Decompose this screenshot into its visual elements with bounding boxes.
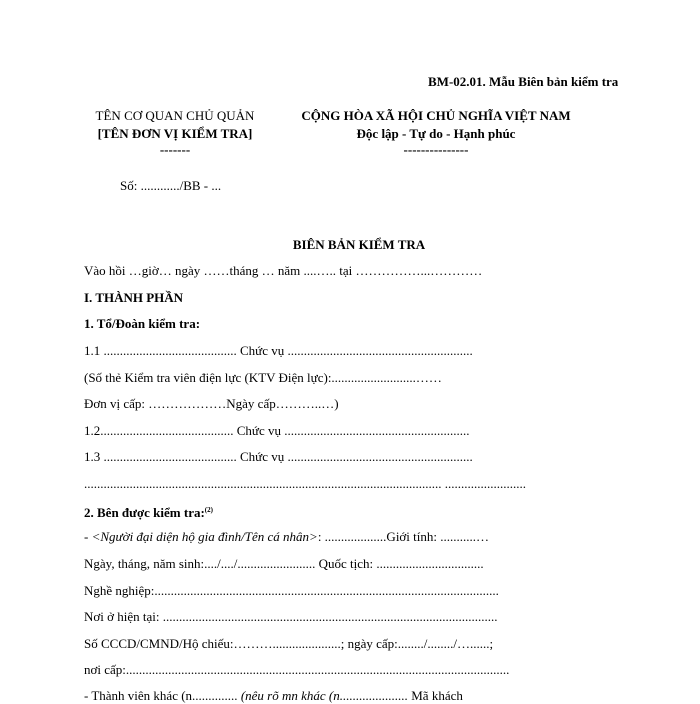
nation-rule: --------------- [403,142,469,157]
nation-motto: Độc lập - Tự do - Hạnh phúc [356,126,516,141]
document-number: Số: ............/BB - ... [120,178,222,193]
document-title: BIÊN BẢN KIỂM TRA [292,237,426,252]
intro-line: Vào hồi …giờ… ngày ……tháng … năm ....….. tại ……………...………… [84,263,483,278]
occupation-line: Nghề nghiệp:.......................................................................................................... [84,583,499,598]
rep-prefix: - [84,529,92,544]
other-members-line [84,688,463,704]
nation-title: CỘNG HÒA XÃ HỘI CHỦ NGHĨA VIỆT NAM [301,108,571,123]
representative-line [84,529,489,545]
inspection-team-heading: 1. Tổ/Đoàn kiểm tra: [84,316,201,331]
member-1-3: 1.3 ......................................... Chức vụ ......................................................... [84,449,473,464]
issuer-line: Đơn vị cấp: ………………Ngày cấp………..…) [84,396,339,411]
inspection-unit: [TÊN ĐƠN VỊ KIỂM TRA] [97,126,253,141]
dob-line: Ngày, tháng, năm sinh:..../..../........................ Quốc tịch: ................................. [84,556,484,571]
agency-name: TÊN CƠ QUAN CHỦ QUẢN [95,108,255,123]
other-prefix: - Thành viên khác (n.............. [84,688,238,703]
other-italic: (nêu rõ mn khác (n..................... [240,688,408,703]
id-line: Số CCCD/CMND/Hộ chiếu:……….....................; ngày cấp:......../......../…......; [84,636,494,651]
address-line: Nơi ở hiện tại: ....................................................................................................... [84,609,498,624]
ktv-card-line: (Số thẻ Kiểm tra viên điện lực (KTV Điện lực):..........................…… [84,370,442,385]
footnote-marker: (2) [204,506,213,514]
agency-rule: ------- [159,142,191,157]
other-rest: Mã khách [411,688,463,703]
issued-place-line: nơi cấp:...................................................................................................................... [84,662,510,677]
rep-placeholder: <Người đại diện hộ gia đình/Tên cá nhân> [91,529,318,544]
inspected-party-label: 2. Bên được kiểm tra: [84,505,205,520]
inspected-party-heading [84,502,213,521]
section-heading: I. THÀNH PHẦN [84,290,184,305]
member-1-1: 1.1 ......................................... Chức vụ ......................................................... [84,343,473,358]
rep-rest: : ...................Giới tính: ...........… [317,529,489,544]
dotted-line: .............................................................................................................. ......................... [84,476,526,491]
member-1-2: 1.2......................................... Chức vụ ......................................................... [84,423,470,438]
form-code: BM-02.01. Mẫu Biên bản kiểm tra [428,74,619,89]
